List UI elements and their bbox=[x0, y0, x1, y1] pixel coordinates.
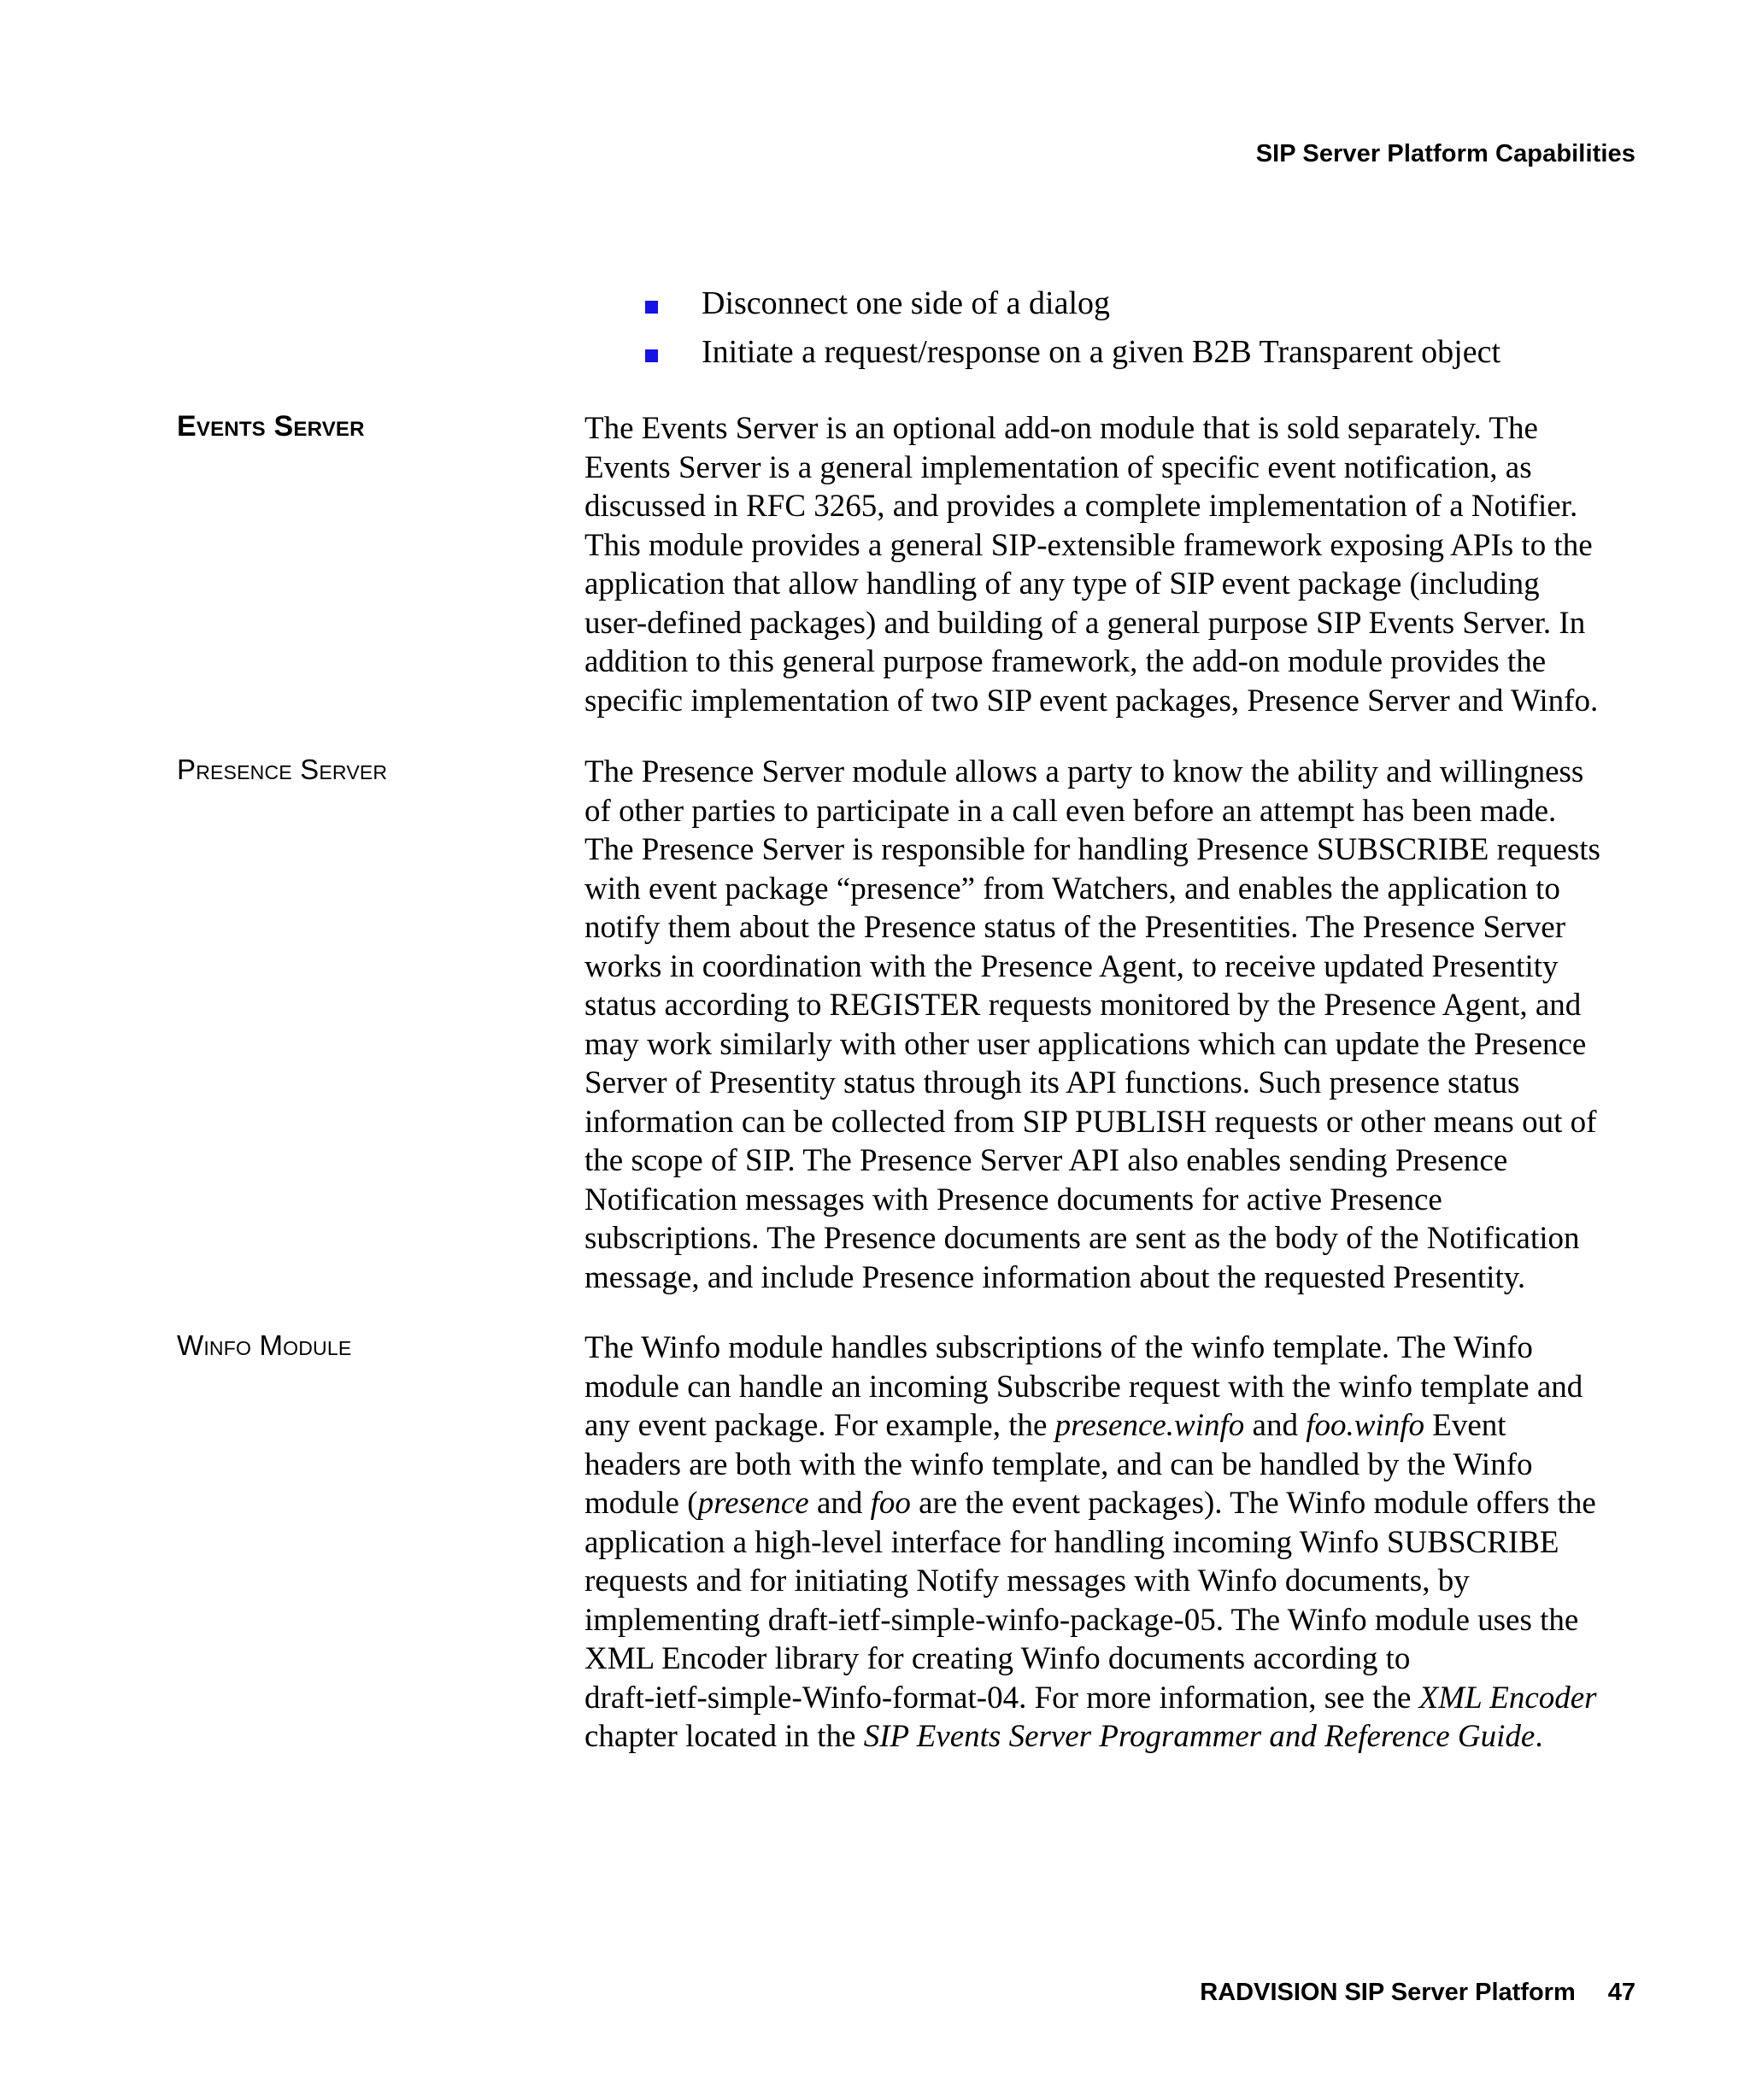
text-line: The Events Server is an optional add-on module that is sold separately. The bbox=[584, 411, 1538, 446]
text-line: This module provides a general SIP-extensible framework exposing APIs to the bbox=[584, 527, 1593, 563]
text-line: discussed in RFC 3265, and provides a complete implementation of a Notifier. bbox=[584, 489, 1578, 524]
text-line: with event package “presence” from Watchers, and enables the application to bbox=[584, 871, 1560, 906]
paragraph-events-server bbox=[584, 409, 1644, 720]
text-line: status according to REGISTER requests monitored by the Presence Agent, and bbox=[584, 988, 1582, 1023]
text-line: information can be collected from SIP PUBLISH requests or other means out of bbox=[584, 1104, 1597, 1140]
list-item-text: Initiate a request/response on a given B2B Transparent object bbox=[702, 334, 1501, 370]
text-line: user-defined packages) and building of a general purpose SIP Events Server. In bbox=[584, 605, 1586, 641]
paragraph-winfo-module bbox=[584, 1329, 1644, 1757]
text-line: The Presence Server module allows a party to know the ability and willingness bbox=[584, 754, 1584, 789]
text-line: implementing draft-ietf-simple-winfo-package-05. The Winfo module uses the bbox=[584, 1602, 1579, 1638]
text-line: The Presence Server is responsible for handling Presence SUBSCRIBE requests bbox=[584, 832, 1600, 867]
text-line: subscriptions. The Presence documents are sent as the body of the Notification bbox=[584, 1221, 1580, 1256]
text-run: Event bbox=[1424, 1408, 1506, 1443]
square-bullet-icon bbox=[645, 349, 658, 362]
square-bullet-icon bbox=[645, 301, 658, 314]
text-run: and bbox=[1244, 1408, 1307, 1443]
text-line: the scope of SIP. The Presence Server API also enables sending Presence bbox=[584, 1143, 1508, 1178]
paragraph-presence-server bbox=[584, 753, 1644, 1297]
text-line bbox=[584, 1679, 1644, 1718]
text-line: application a high-level interface for handling incoming Winfo SUBSCRIBE bbox=[584, 1524, 1559, 1560]
bullet-list bbox=[643, 279, 1634, 377]
text-run: module ( bbox=[584, 1486, 698, 1521]
text-line: module can handle an incoming Subscribe request with the winfo template and bbox=[584, 1369, 1583, 1405]
text-line: Events Server is a general implementation of specific event notification, as bbox=[584, 449, 1532, 485]
text-line: application that allow handling of any type of SIP event package (including bbox=[584, 566, 1540, 601]
list-item bbox=[643, 279, 1634, 328]
section-heading-presence-server: Presence Server bbox=[177, 754, 388, 785]
page-number: 47 bbox=[1607, 1979, 1635, 2006]
running-footer bbox=[0, 1979, 1635, 2007]
italic-term: foo bbox=[870, 1486, 911, 1521]
text-run: any event package. For example, the bbox=[584, 1408, 1055, 1443]
italic-term: SIP Events Server Programmer and Reference Guide bbox=[863, 1719, 1536, 1754]
text-run: . bbox=[1535, 1719, 1543, 1754]
text-line: of other parties to participate in a call even before an attempt has been made. bbox=[584, 793, 1557, 829]
text-line: headers are both with the winfo template, and can be handled by the Winfo bbox=[584, 1446, 1533, 1482]
list-item-text: Disconnect one side of a dialog bbox=[702, 285, 1111, 321]
italic-term: foo.winfo bbox=[1306, 1408, 1424, 1443]
italic-term: presence.winfo bbox=[1054, 1408, 1245, 1443]
text-line bbox=[584, 1406, 1644, 1446]
text-line: addition to this general purpose framework, the add-on module provides the bbox=[584, 644, 1547, 679]
text-line: may work similarly with other user applications which can update the Presence bbox=[584, 1026, 1587, 1062]
text-run: draft-ietf-simple-Winfo-format-04. For more information, see the bbox=[584, 1680, 1419, 1716]
text-line: XML Encoder library for creating Winfo documents according to bbox=[584, 1641, 1411, 1676]
text-line: works in coordination with the Presence Agent, to receive updated Presentity bbox=[584, 948, 1559, 984]
text-line: specific implementation of two SIP event packages, Presence Server and Winfo. bbox=[584, 683, 1599, 719]
text-run: are the event packages). The Winfo module offers the bbox=[910, 1486, 1596, 1521]
italic-term: presence bbox=[697, 1486, 809, 1521]
running-header: SIP Server Platform Capabilities bbox=[1255, 140, 1635, 167]
text-run: chapter located in the bbox=[584, 1719, 864, 1754]
section-heading-events-server: Events Server bbox=[177, 410, 365, 443]
text-line: Server of Presentity status through its API functions. Such presence status bbox=[584, 1065, 1520, 1100]
text-line: message, and include Presence information about the requested Presentity. bbox=[584, 1259, 1526, 1295]
text-line: requests and for initiating Notify messages with Winfo documents, by bbox=[584, 1563, 1470, 1598]
text-line: The Winfo module handles subscriptions of the winfo template. The Winfo bbox=[584, 1330, 1533, 1365]
section-heading-winfo-module: Winfo Module bbox=[177, 1329, 352, 1361]
text-line bbox=[584, 1484, 1644, 1523]
footer-title: RADVISION SIP Server Platform bbox=[1200, 1979, 1576, 2006]
text-line: notify them about the Presence status of the Presentities. The Presence Server bbox=[584, 910, 1566, 945]
italic-term: XML Encoder bbox=[1418, 1680, 1597, 1716]
text-run: and bbox=[808, 1486, 871, 1521]
text-line: Notification messages with Presence documents for active Presence bbox=[584, 1182, 1442, 1217]
text-line bbox=[584, 1717, 1644, 1757]
list-item bbox=[643, 328, 1634, 377]
